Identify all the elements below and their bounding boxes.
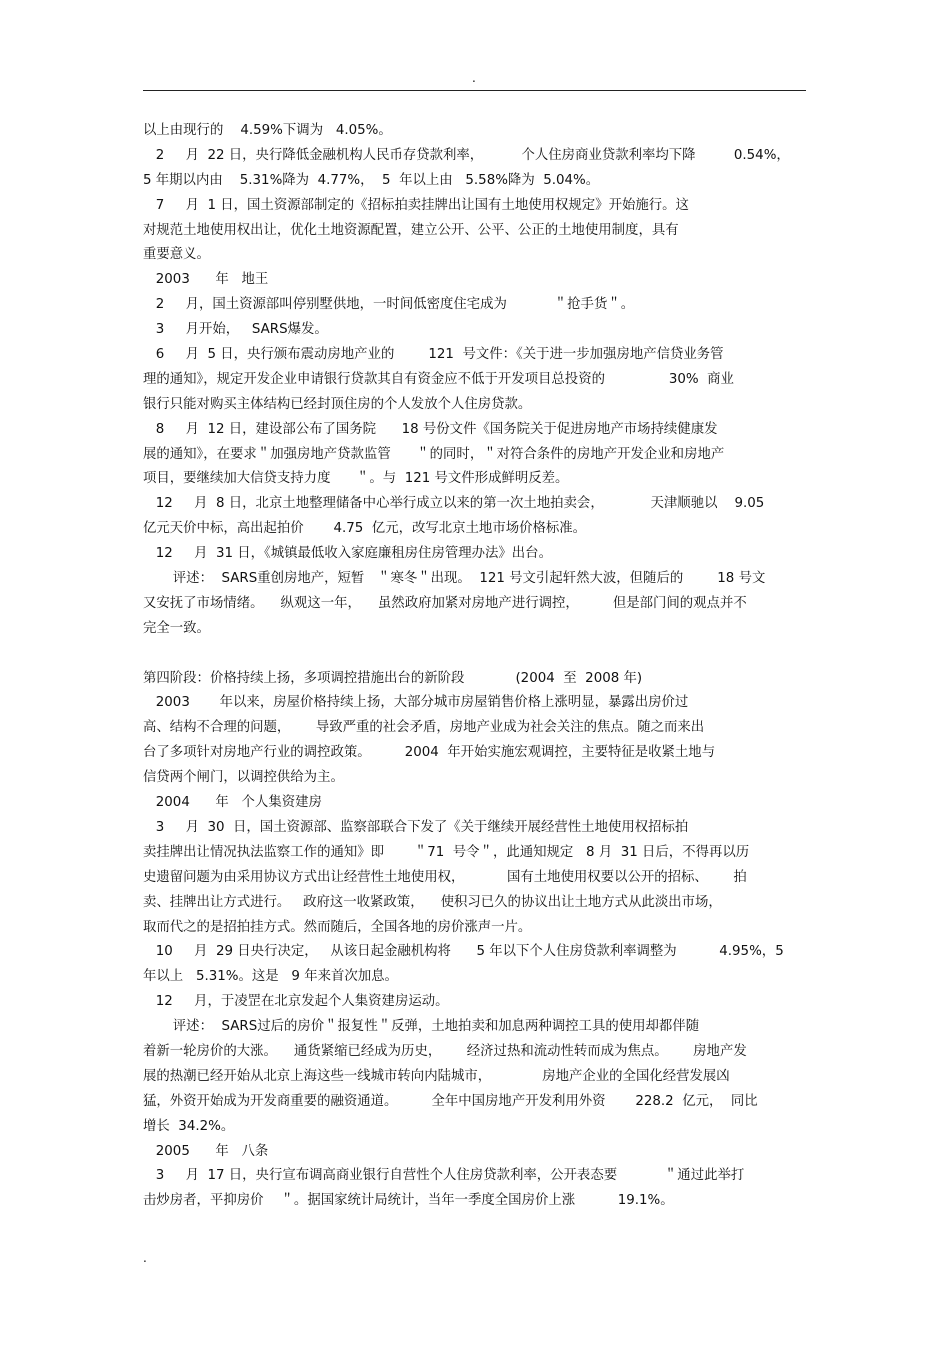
text-line: 银行只能对购买主体结构已经封顶住房的个人发放个人住房贷款。	[143, 396, 532, 412]
text-line: 亿元天价中标，高出起拍价 4.75 亿元，改写北京土地市场价格标准。	[143, 521, 587, 537]
text-line: 猛，外资开始成为开发商重要的融资通道。 全年中国房地产开发利用外资 228.2 亿元， 同比	[143, 1093, 758, 1109]
text-line: 以上由现行的 4.59%下调为 4.05%。	[143, 123, 392, 138]
text-line: 3 月开始， SARS爆发。	[143, 322, 328, 338]
text-line: 评述： SARS重创房地产，短暂 ＂寒冬＂出现。 121 号文引起轩然大波，但随后的 18 号文	[143, 571, 766, 587]
text-line: 7 月 1 日，国土资源部制定的《招标拍卖挂牌出让国有土地使用权规定》开始施行。这	[143, 197, 689, 213]
text-line: 卖、挂牌出让方式进行。 政府这一收紧政策， 使积习已久的协议出让土地方式从此淡出市场，	[143, 894, 722, 910]
text-line: 展的通知》，在要求＂加强房地产贷款监管 ＂的同时，＂对符合条件的房地产开发企业和房地产	[143, 446, 725, 462]
text-line: 3 月 30 日，国土资源部、监察部联合下发了《关于继续开展经营性土地使用权招标拍	[143, 819, 689, 835]
text-line: 取而代之的是招拍挂方式。然而随后，全国各地的房价涨声一片。	[143, 919, 532, 935]
text-line: 项目，要继续加大信贷支持力度 ＂。与 121 号文件形成鲜明反差。	[143, 471, 569, 487]
text-line: 重要意义。	[143, 247, 210, 263]
text-line: 2004 年 个人集资建房	[143, 795, 322, 811]
blank-line	[143, 642, 806, 667]
text-line: 史遗留问题为由采用协议方式出让经营性土地使用权， 国有土地使用权要以公开的招标、 拍	[143, 869, 747, 885]
header-mark: .	[472, 71, 476, 85]
text-line: 高、结构不合理的问题， 导致严重的社会矛盾，房地产业成为社会关注的焦点。随之而来出	[143, 720, 705, 736]
text-line: 着新一轮房价的大涨。 通货紧缩已经成为历史， 经济过热和流动性转而成为焦点。 房地产发	[143, 1043, 747, 1059]
text-line: 理的通知》，规定开发企业申请银行贷款其自有资金应不低于开发项目总投资的 30% 商业	[143, 371, 734, 387]
text-line: 卖挂牌出让情况执法监察工作的通知》即 ＂71 号令＂，此通知规定 8 月 31 日后，不得再以历	[143, 844, 750, 860]
text-line: 2005 年 八条	[143, 1143, 269, 1159]
text-line: 12 月 8 日，北京土地整理储备中心举行成立以来的第一次土地拍卖会， 天津顺驰以 9.05	[143, 496, 765, 512]
footer-mark: .	[143, 1251, 147, 1265]
text-line: 5 年期以内由 5.31%降为 4.77%， 5 年以上由 5.58%降为 5.04%。	[143, 172, 600, 188]
text-line: 2 月，国土资源部叫停别墅供地，一时间低密度住宅成为 ＂抢手货＂。	[143, 297, 635, 313]
text-line: 评述： SARS过后的房价＂报复性＂反弹，土地拍卖和加息两种调控工具的使用却都伴随	[143, 1019, 700, 1035]
text-line: 年以上 5.31%。这是 9 年来首次加息。	[143, 969, 398, 985]
text-line: 10 月 29 日央行决定， 从该日起金融机构将 5 年以下个人住房贷款利率调整为 4.95%，5	[143, 944, 784, 960]
text-line: 12 月，于凌罡在北京发起个人集资建房运动。	[143, 994, 449, 1010]
header-rule	[143, 90, 806, 91]
text-line: 又安抚了市场情绪。 纵观这一年， 虽然政府加紧对房地产进行调控， 但是部门间的观点并不	[143, 595, 747, 611]
document-body	[143, 119, 806, 1214]
text-line: 2 月 22 日，央行降低金融机构人民币存贷款利率， 个人住房商业贷款利率均下降 0.54%，	[143, 147, 790, 163]
text-line: 展的热潮已经开始从北京上海这些一线城市转向内陆城市， 房地产企业的全国化经营发展凶	[143, 1068, 730, 1084]
text-line: 对规范土地使用权出让，优化土地资源配置，建立公开、公平、公正的土地使用制度，具有	[143, 222, 679, 238]
text-line: 12 月 31 日，《城镇最低收入家庭廉租房住房管理办法》出台。	[143, 546, 552, 562]
text-line: 击炒房者，平抑房价 ＂。据国家统计局统计，当年一季度全国房价上涨 19.1%。	[143, 1193, 674, 1209]
text-line: 台了多项针对房地产行业的调控政策。 2004 年开始实施宏观调控，主要特征是收紧土地与	[143, 745, 716, 761]
text-line: 3 月 17 日，央行宣布调高商业银行自营性个人住房贷款利率，公开表态要 ＂通过此举打	[143, 1168, 745, 1184]
text-line: 2003 年 地王	[143, 272, 269, 288]
text-line: 增长 34.2%。	[143, 1118, 235, 1134]
text-line: 8 月 12 日，建设部公布了国务院 18 号份文件《国务院关于促进房地产市场持续健康发	[143, 421, 718, 437]
text-line: 2003 年以来，房屋价格持续上扬，大部分城市房屋销售价格上涨明显，暴露出房价过	[143, 695, 689, 711]
text-line: 6 月 5 日，央行颁布震动房地产业的 121 号文件：《关于进一步加强房地产信贷业务管	[143, 347, 724, 363]
text-line: 完全一致。	[143, 620, 210, 636]
text-line: 信贷两个闸门，以调控供给为主。	[143, 770, 344, 786]
text-line: 第四阶段：价格持续上扬，多项调控措施出台的新阶段 (2004 至 2008 年)	[143, 670, 643, 686]
